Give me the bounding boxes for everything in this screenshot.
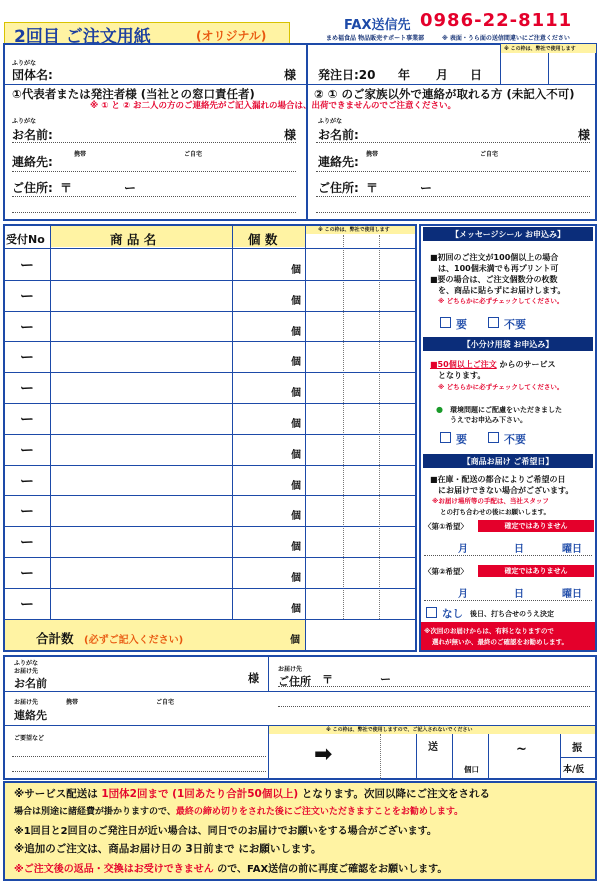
rep-address-field[interactable] (74, 176, 296, 194)
sb-eco1: 環境問題にご配慮をいただきました (450, 406, 562, 414)
alt-home: ご自宅 (480, 151, 499, 158)
fax-number: 0986-22-8111 (420, 10, 573, 31)
small-bag-heading: 【小分け用袋 お申込み】 (423, 337, 593, 351)
col-name: 商 品 名 (110, 232, 157, 247)
rep-mobile: 携帯 (74, 151, 87, 158)
contact-warning: ※ ① と ② お二人の方のご連絡先がご記入漏れの場合は、出荷できませんのでご注意ください。 (90, 101, 456, 111)
ms-line2: は、100個未満でも再プリント可 (438, 264, 559, 273)
eco-bullet: ● (436, 405, 443, 414)
row-dash: ー (20, 504, 34, 521)
row-dash: ー (20, 350, 34, 367)
alt-furigana: ふりがな (318, 118, 343, 125)
alt-heading: ② ① のご家族以外で連絡が取れる方 (未記入不可) (314, 87, 575, 101)
alt-address-label: ご住所: (318, 181, 359, 195)
total-field[interactable] (306, 620, 415, 650)
ms-no-checkbox[interactable] (488, 317, 499, 328)
row-divider (3, 341, 417, 342)
hon-kari-label: 本/仮 (563, 765, 585, 775)
ms-line3: ■要の場合は、ご注文個数分の枚数 (430, 275, 558, 284)
pieces-label: 個口 (464, 765, 479, 774)
row-divider (3, 311, 417, 312)
requests-field[interactable] (12, 742, 262, 772)
sb-yes-checkbox[interactable] (440, 432, 451, 443)
alt-postal-dash: ー (420, 181, 433, 195)
product-name-field[interactable] (52, 590, 230, 617)
office-use-note-bottom: ※ この枠は、弊社で使用しますので、ご記入されないでください (326, 727, 473, 733)
form-title: 2回目 ご注文用紙 (14, 27, 151, 47)
dd-line4: との打ち合わせの後にお願いします。 (440, 508, 550, 516)
recipient-home: ご自宅 (156, 699, 175, 706)
row-unit: 個 (291, 511, 301, 523)
rep-sama: 様 (284, 128, 297, 142)
row-dash: ー (20, 442, 34, 459)
group-sama: 様 (284, 68, 297, 82)
rep-home: ご自宅 (184, 151, 203, 158)
order-date-label: 発注日:20 (318, 68, 376, 82)
note1a: ※サービス配送は (14, 788, 102, 800)
product-name-field[interactable] (52, 374, 230, 401)
recipient-dest-small: お届け先 (14, 668, 39, 675)
row-divider (3, 403, 417, 404)
row-divider (3, 434, 417, 435)
alt-name-label: お名前: (318, 128, 359, 142)
product-name-field[interactable] (52, 343, 230, 370)
row-dash: ー (20, 319, 34, 336)
company-name: まめ福食品 物品販売サポート事業部 (326, 35, 425, 42)
recipient-sama: 様 (248, 672, 259, 685)
total-unit: 個 (290, 635, 300, 646)
product-name-field[interactable] (52, 559, 230, 586)
pref1-unconfirmed: 確定ではありません (478, 520, 594, 532)
alt-postal-mark: 〒 (366, 181, 379, 195)
dd-line3: ※お届け場所等の手配は、当社スタッフ (432, 497, 549, 505)
product-qty-field[interactable] (234, 251, 288, 278)
order-year: 年 (398, 68, 411, 82)
order-month: 月 (436, 68, 449, 82)
delivery-heading: 【商品お届け ご希望日】 (423, 454, 593, 468)
product-name-field[interactable] (52, 313, 230, 340)
row-divider (3, 557, 417, 558)
alt-mobile: 携帯 (366, 151, 379, 158)
row-dash: ー (20, 258, 34, 274)
product-qty-field[interactable] (234, 313, 288, 340)
recipient-address-label: ご住所 (278, 675, 311, 688)
product-qty-field[interactable] (234, 590, 288, 617)
note4: ※追加のご注文は、商品お届け日の 3日前まで にお願いします。 (14, 843, 322, 855)
row-unit: 個 (291, 326, 301, 338)
none-checkbox[interactable] (426, 607, 437, 618)
sb-check-note: ※ どちらかに必ずチェックしてください。 (438, 383, 564, 391)
pref2-month: 月 (458, 589, 468, 600)
tilde-label: ~ (516, 742, 527, 757)
recipient-name-field[interactable] (60, 666, 244, 686)
form-subtitle: (オリジナル) (196, 29, 267, 43)
note1b: 1団体2回まで (1回あたり合計50個以上) (101, 788, 299, 800)
sb-eco2: うえでお申込み下さい。 (450, 416, 527, 424)
note5b: ので、FAX送信の前に再度ご確認をお願いします。 (213, 864, 448, 875)
row-dash: ー (20, 288, 34, 305)
pref2-label: 〈第②希望〉 (424, 567, 468, 576)
pref1-date-field[interactable] (424, 536, 592, 554)
product-name-field[interactable] (52, 405, 230, 432)
note2a: 場合は別途に諸経費が掛かりますので、 (14, 807, 176, 817)
row-unit: 個 (291, 295, 301, 307)
row-unit: 個 (291, 357, 301, 369)
paid-note1: ※次回のお届けからは、有料となりますので (424, 627, 554, 635)
product-name-field[interactable] (52, 467, 230, 494)
row-dash: ー (20, 381, 34, 398)
row-dash: ー (20, 473, 34, 490)
pref2-date-field[interactable] (424, 581, 592, 599)
row-unit: 個 (291, 388, 301, 400)
furi-label: 振 (572, 743, 582, 754)
ms-no: 不要 (504, 318, 526, 331)
sb-line2: となります。 (438, 371, 486, 380)
row-dash: ー (20, 535, 34, 552)
dd-line1: ■在庫・配送の都合によりご希望の日 (430, 475, 566, 484)
row-divider (3, 526, 417, 527)
product-qty-field[interactable] (234, 405, 288, 432)
ms-yes: 要 (456, 318, 467, 331)
row-dash: ー (20, 566, 34, 582)
office-use-note-products: ※ この枠は、弊社で使用します (318, 227, 390, 233)
rep-postal-mark: 〒 (60, 181, 73, 195)
ms-check-note: ※ どちらかに必ずチェックしてください。 (438, 297, 564, 305)
none-label: なし (442, 608, 463, 620)
row-unit: 個 (291, 480, 301, 492)
product-qty-field[interactable] (234, 343, 288, 370)
row-unit: 個 (291, 449, 301, 461)
message-seal-heading: 【メッセージシール お申込み】 (423, 227, 593, 241)
product-name-field[interactable] (52, 497, 230, 524)
alt-sama: 様 (578, 128, 591, 142)
office-use-note-top: ※ この枠は、弊社で使用します (504, 46, 576, 52)
rep-tel-label: 連絡先: (12, 155, 53, 169)
ms-yes-checkbox[interactable] (440, 317, 451, 328)
col-qty: 個 数 (248, 232, 278, 247)
note3: ※1回目と2回目のご発注日が近い場合は、同日でのお届けでお願いをする場合がございます。 (14, 826, 437, 837)
pref1-month: 月 (458, 544, 468, 555)
row-unit: 個 (291, 542, 301, 554)
rep-heading: ①代表者または発注者様 (当社との窓口責任者) (12, 87, 255, 101)
group-name-field[interactable] (60, 60, 280, 80)
recipient-postal-mark: 〒 (322, 673, 333, 686)
recipient-furigana: ふりがな (14, 660, 39, 667)
row-divider (3, 588, 417, 589)
ms-line4: を、商品に貼らずにお届けします。 (438, 286, 566, 295)
alt-tel-label: 連絡先: (318, 155, 359, 169)
row-divider (3, 465, 417, 466)
product-qty-field[interactable] (234, 374, 288, 401)
sb-yes: 要 (456, 433, 467, 446)
product-name-field[interactable] (52, 436, 230, 463)
rep-tel-field[interactable] (60, 148, 296, 168)
recipient-name-label: お名前 (14, 677, 47, 690)
none-note: 後日、打ち合せのうえ決定 (470, 610, 554, 618)
rep-name-field[interactable] (60, 120, 280, 140)
rep-postal-dash: ー (124, 181, 137, 195)
pref1-weekday: 曜日 (562, 544, 582, 555)
alt-name-field[interactable] (364, 120, 574, 140)
row-unit: 個 (291, 573, 301, 584)
group-furigana: ふりがな (12, 60, 37, 67)
row-divider (3, 280, 417, 281)
group-name-label: 団体名: (12, 68, 53, 82)
sb-no: 不要 (504, 433, 526, 446)
total-note: (必ずご記入ください) (84, 635, 184, 646)
note5a: ※ご注文後の返品・交換はお受けできません (14, 864, 214, 875)
sb-line1b: からのサービス (496, 360, 556, 369)
col-no: 受付No (6, 233, 45, 246)
send-label: 送 (428, 742, 438, 753)
row-divider (3, 372, 417, 373)
recipient-address-field[interactable] (334, 666, 590, 686)
note1c: となります。次回以降にご注文をされる (298, 788, 490, 800)
product-qty-field[interactable] (234, 528, 288, 555)
recipient-tel-label: 連絡先 (14, 709, 47, 722)
row-unit: 個 (291, 265, 301, 276)
dd-line2: にお届けできない場合がございます。 (438, 486, 574, 495)
product-qty-field[interactable] (234, 467, 288, 494)
product-qty-field[interactable] (234, 436, 288, 463)
recipient-dest-small2: お届け先 (278, 666, 303, 673)
note2b: 最終の締め切りをされた後にご注文いただきますことをお勧めします。 (175, 807, 464, 817)
product-name-field[interactable] (52, 251, 230, 278)
product-name-field[interactable] (52, 528, 230, 555)
total-label: 合計数 (36, 631, 74, 646)
row-unit: 個 (291, 419, 301, 430)
pref2-unconfirmed: 確定ではありません (478, 565, 594, 577)
alt-tel-field[interactable] (364, 148, 590, 168)
fax-label: FAX送信先 (344, 18, 411, 33)
pref1-day: 日 (514, 544, 524, 555)
row-dash: ー (20, 596, 34, 613)
recipient-postal-dash: ー (380, 673, 391, 686)
product-name-field[interactable] (52, 282, 230, 309)
alt-address-field[interactable] (378, 176, 590, 194)
ms-line1: ■初回のご注文が100個以上の場合 (430, 253, 559, 262)
rep-furigana: ふりがな (12, 118, 37, 125)
rep-name-label: お名前: (12, 128, 53, 142)
arrow-icon: ➡ (314, 742, 333, 767)
row-unit: 個 (291, 603, 301, 615)
pref1-label: 〈第①希望〉 (424, 522, 468, 531)
product-qty-field[interactable] (234, 559, 288, 586)
rep-address-label: ご住所: (12, 181, 53, 195)
sb-line1a: ■50個以上ご注文 (430, 360, 497, 369)
sb-no-checkbox[interactable] (488, 432, 499, 443)
product-qty-field[interactable] (234, 282, 288, 309)
row-divider (3, 495, 417, 496)
recipient-mobile: 携帯 (66, 699, 79, 706)
paid-note2: 選れが無いか、最終のご確認をお勧めします。 (432, 638, 568, 646)
fax-note: ※ 表面・うら面の送信間違いにご注意ください (442, 35, 570, 42)
recipient-tel-field[interactable] (60, 700, 260, 720)
pref2-day: 日 (514, 589, 524, 600)
recipient-tel-small: お届け先 (14, 699, 39, 706)
pref2-weekday: 曜日 (562, 589, 582, 600)
order-day: 日 (470, 68, 483, 82)
row-dash: ー (20, 412, 34, 428)
requests-label: ご要望など (14, 735, 45, 742)
product-qty-field[interactable] (234, 497, 288, 524)
